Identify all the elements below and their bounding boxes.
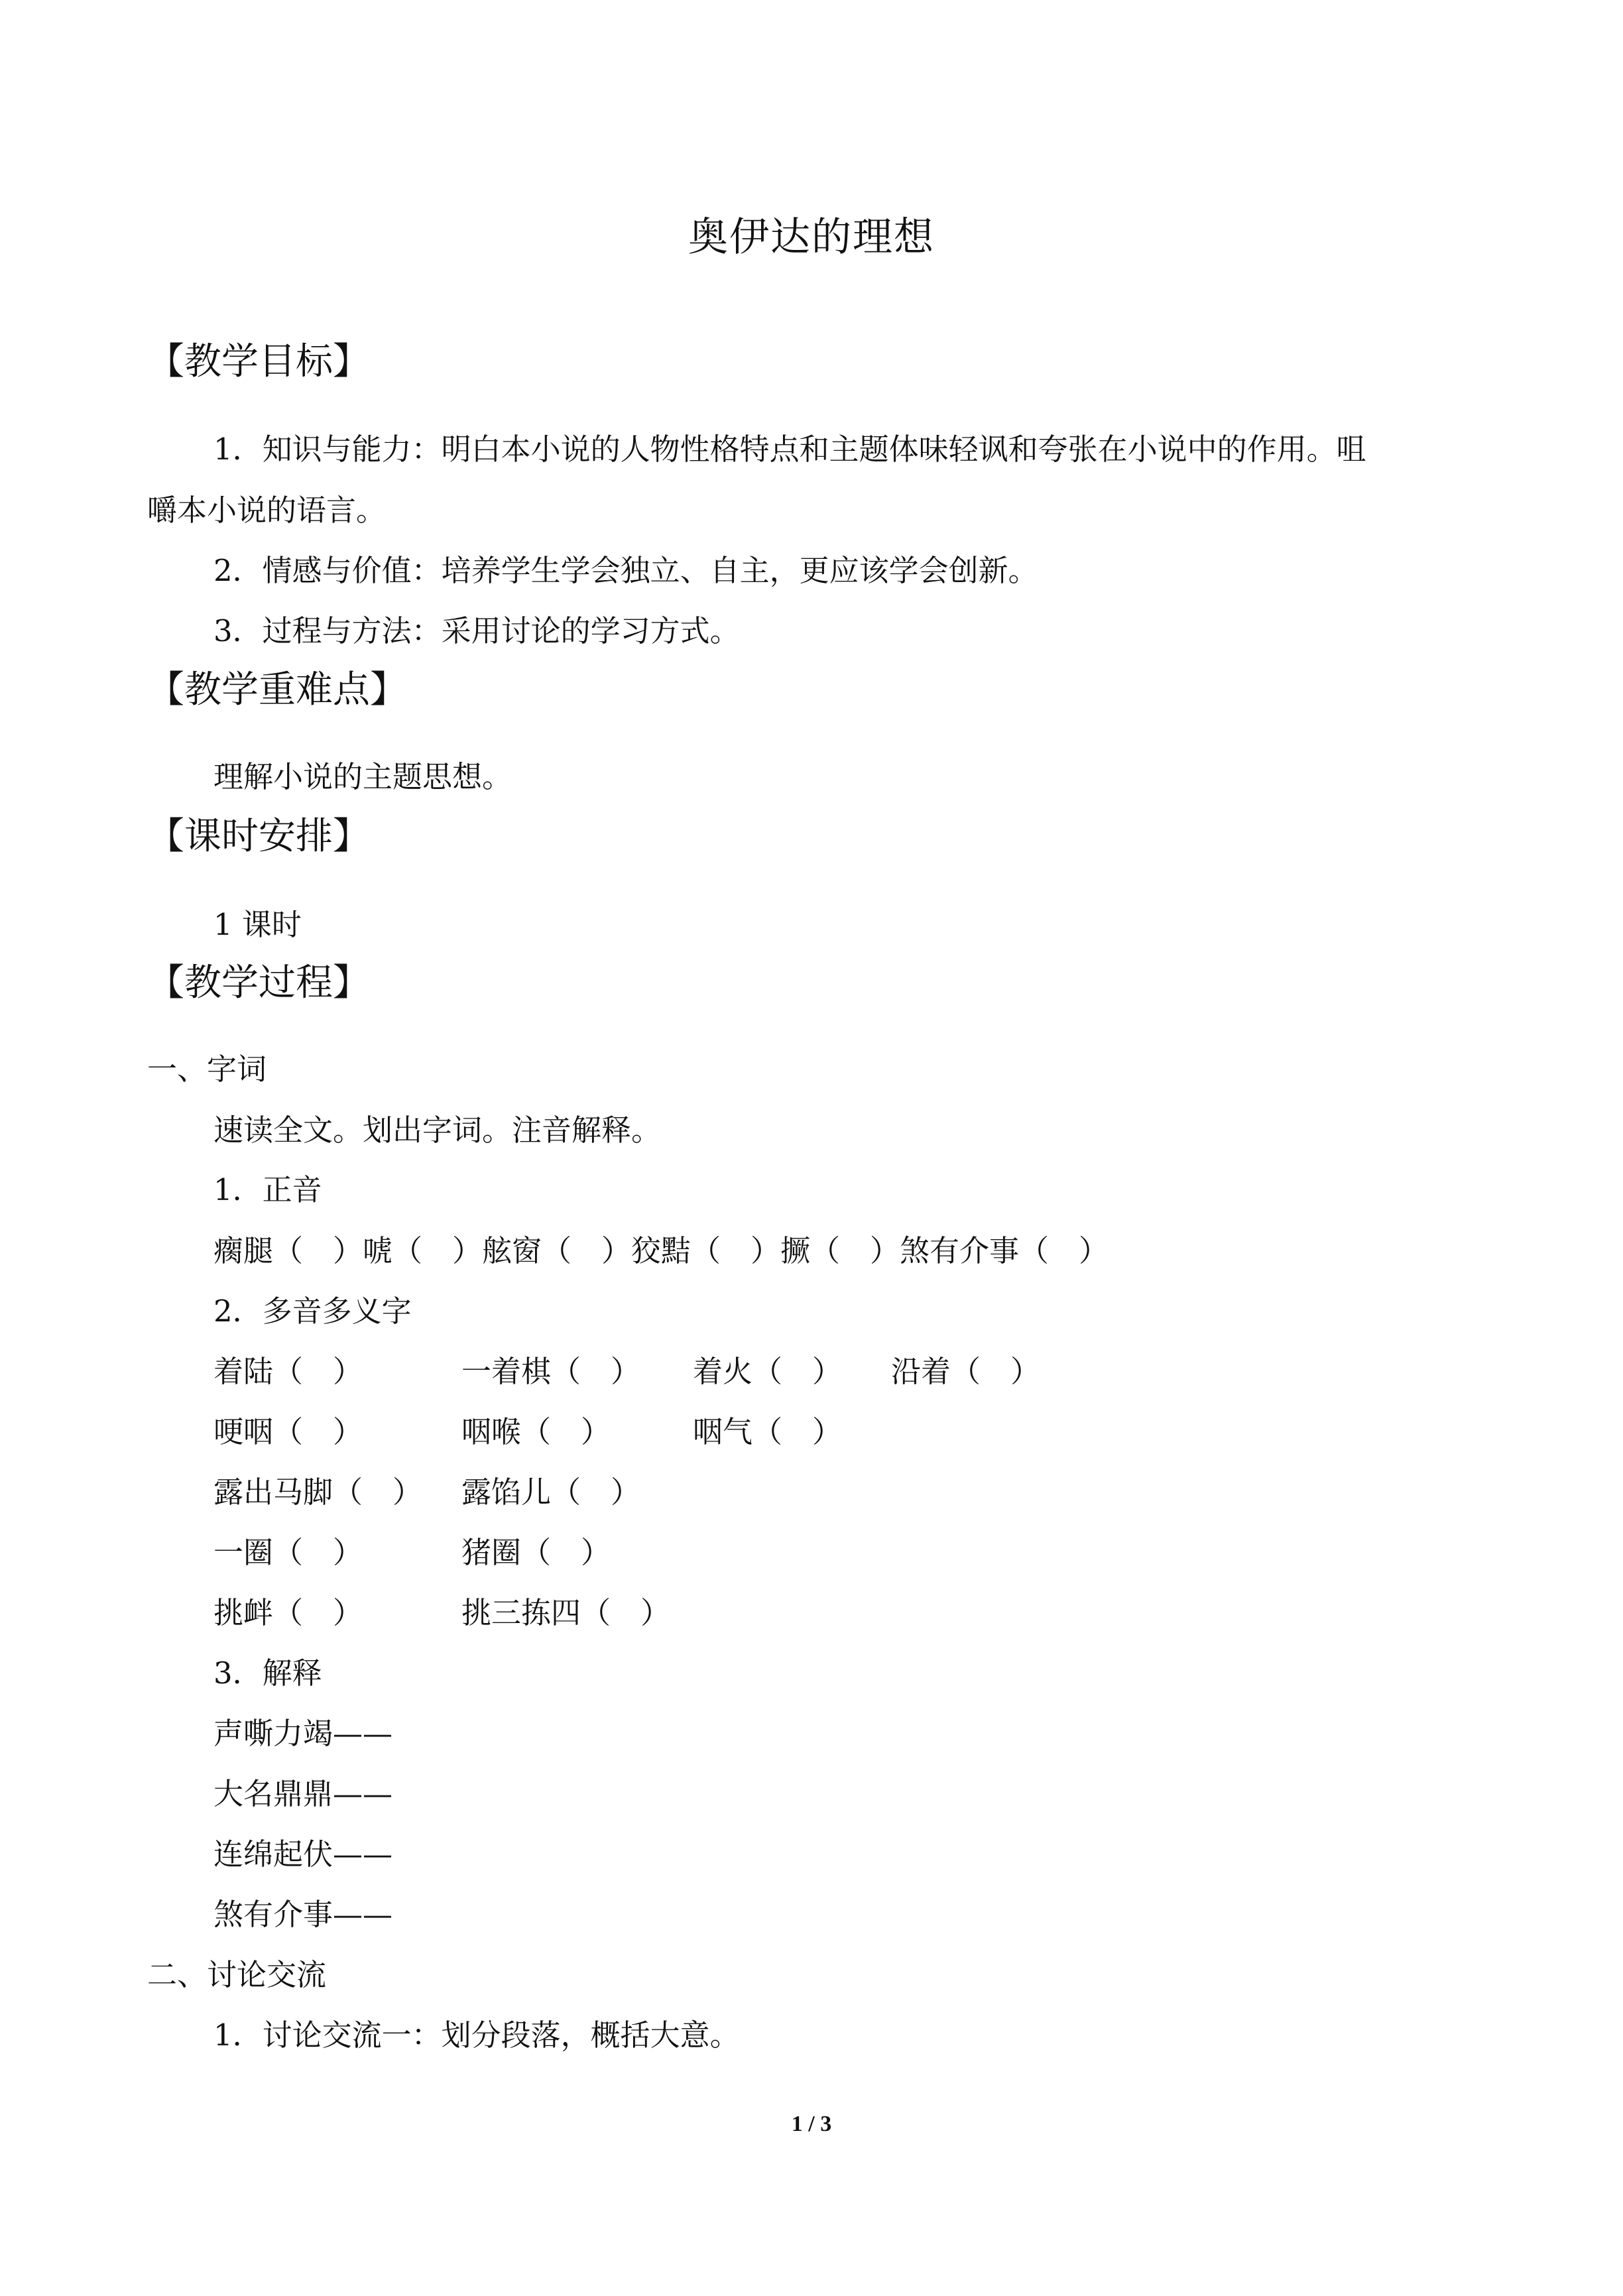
pronunciation-line: 瘸腿（ ）唬（ ）舷窗（ ）狡黠（ ）撅（ ）煞有介事（ ） bbox=[213, 1233, 1109, 1268]
part2-item-1: 1．讨论交流一：划分段落，概括大意。 bbox=[213, 2018, 740, 2053]
part1-title: 一、字词 bbox=[147, 1052, 267, 1087]
polyphonic-item: 沿着（ ） bbox=[891, 1354, 1041, 1389]
heading-schedule: 【课时安排】 bbox=[147, 815, 370, 858]
polyphonic-item: 猪圈（ ） bbox=[461, 1535, 611, 1570]
polyphonic-item: 着陆（ ） bbox=[213, 1354, 363, 1389]
part2-title: 二、讨论交流 bbox=[147, 1957, 327, 1992]
part1-intro: 速读全文。划出字词。注音解释。 bbox=[213, 1113, 662, 1148]
goal-item-1-line-1: 1．知识与能力：明白本小说的人物性格特点和主题体味轻讽和夸张在小说中的作用。咀 bbox=[213, 432, 1366, 467]
polyphonic-item: 一着棋（ ） bbox=[461, 1354, 641, 1389]
polyphonic-item: 挑三拣四（ ） bbox=[461, 1595, 671, 1630]
explanation-title: 3．解释 bbox=[213, 1656, 322, 1691]
goal-item-3: 3．过程与方法：采用讨论的学习方式。 bbox=[213, 613, 740, 648]
heading-key-difficulties: 【教学重难点】 bbox=[147, 668, 407, 711]
document-title: 奥伊达的理想 bbox=[688, 214, 935, 261]
polyphonic-item: 露出马脚（ ） bbox=[213, 1475, 423, 1510]
explanation-item: 大名鼎鼎—— bbox=[213, 1776, 393, 1811]
polyphonic-item: 咽喉（ ） bbox=[461, 1414, 611, 1449]
page-number: 1 / 3 bbox=[791, 2112, 832, 2136]
polyphonic-item: 挑衅（ ） bbox=[213, 1595, 363, 1630]
polyphonic-item: 哽咽（ ） bbox=[213, 1414, 363, 1449]
explanation-item: 连绵起伏—— bbox=[213, 1837, 393, 1872]
polyphonic-item: 一圈（ ） bbox=[213, 1535, 363, 1570]
polyphonic-item: 露馅儿（ ） bbox=[461, 1475, 641, 1510]
heading-teaching-goals: 【教学目标】 bbox=[147, 340, 370, 383]
difficulty-text: 理解小说的主题思想。 bbox=[213, 759, 512, 794]
explanation-item: 煞有介事—— bbox=[213, 1897, 393, 1932]
schedule-text: 1 课时 bbox=[213, 907, 302, 942]
polyphonic-item: 着火（ ） bbox=[693, 1354, 843, 1389]
explanation-item: 声嘶力竭—— bbox=[213, 1716, 393, 1751]
goal-item-1-line-2: 嚼本小说的语言。 bbox=[147, 493, 387, 528]
polyphonic-title: 2．多音多义字 bbox=[213, 1294, 412, 1329]
polyphonic-item: 咽气（ ） bbox=[693, 1414, 843, 1449]
goal-item-2: 2．情感与价值：培养学生学会独立、自主，更应该学会创新。 bbox=[213, 553, 1038, 588]
heading-teaching-process: 【教学过程】 bbox=[147, 961, 370, 1004]
pronunciation-title: 1．正音 bbox=[213, 1172, 322, 1207]
